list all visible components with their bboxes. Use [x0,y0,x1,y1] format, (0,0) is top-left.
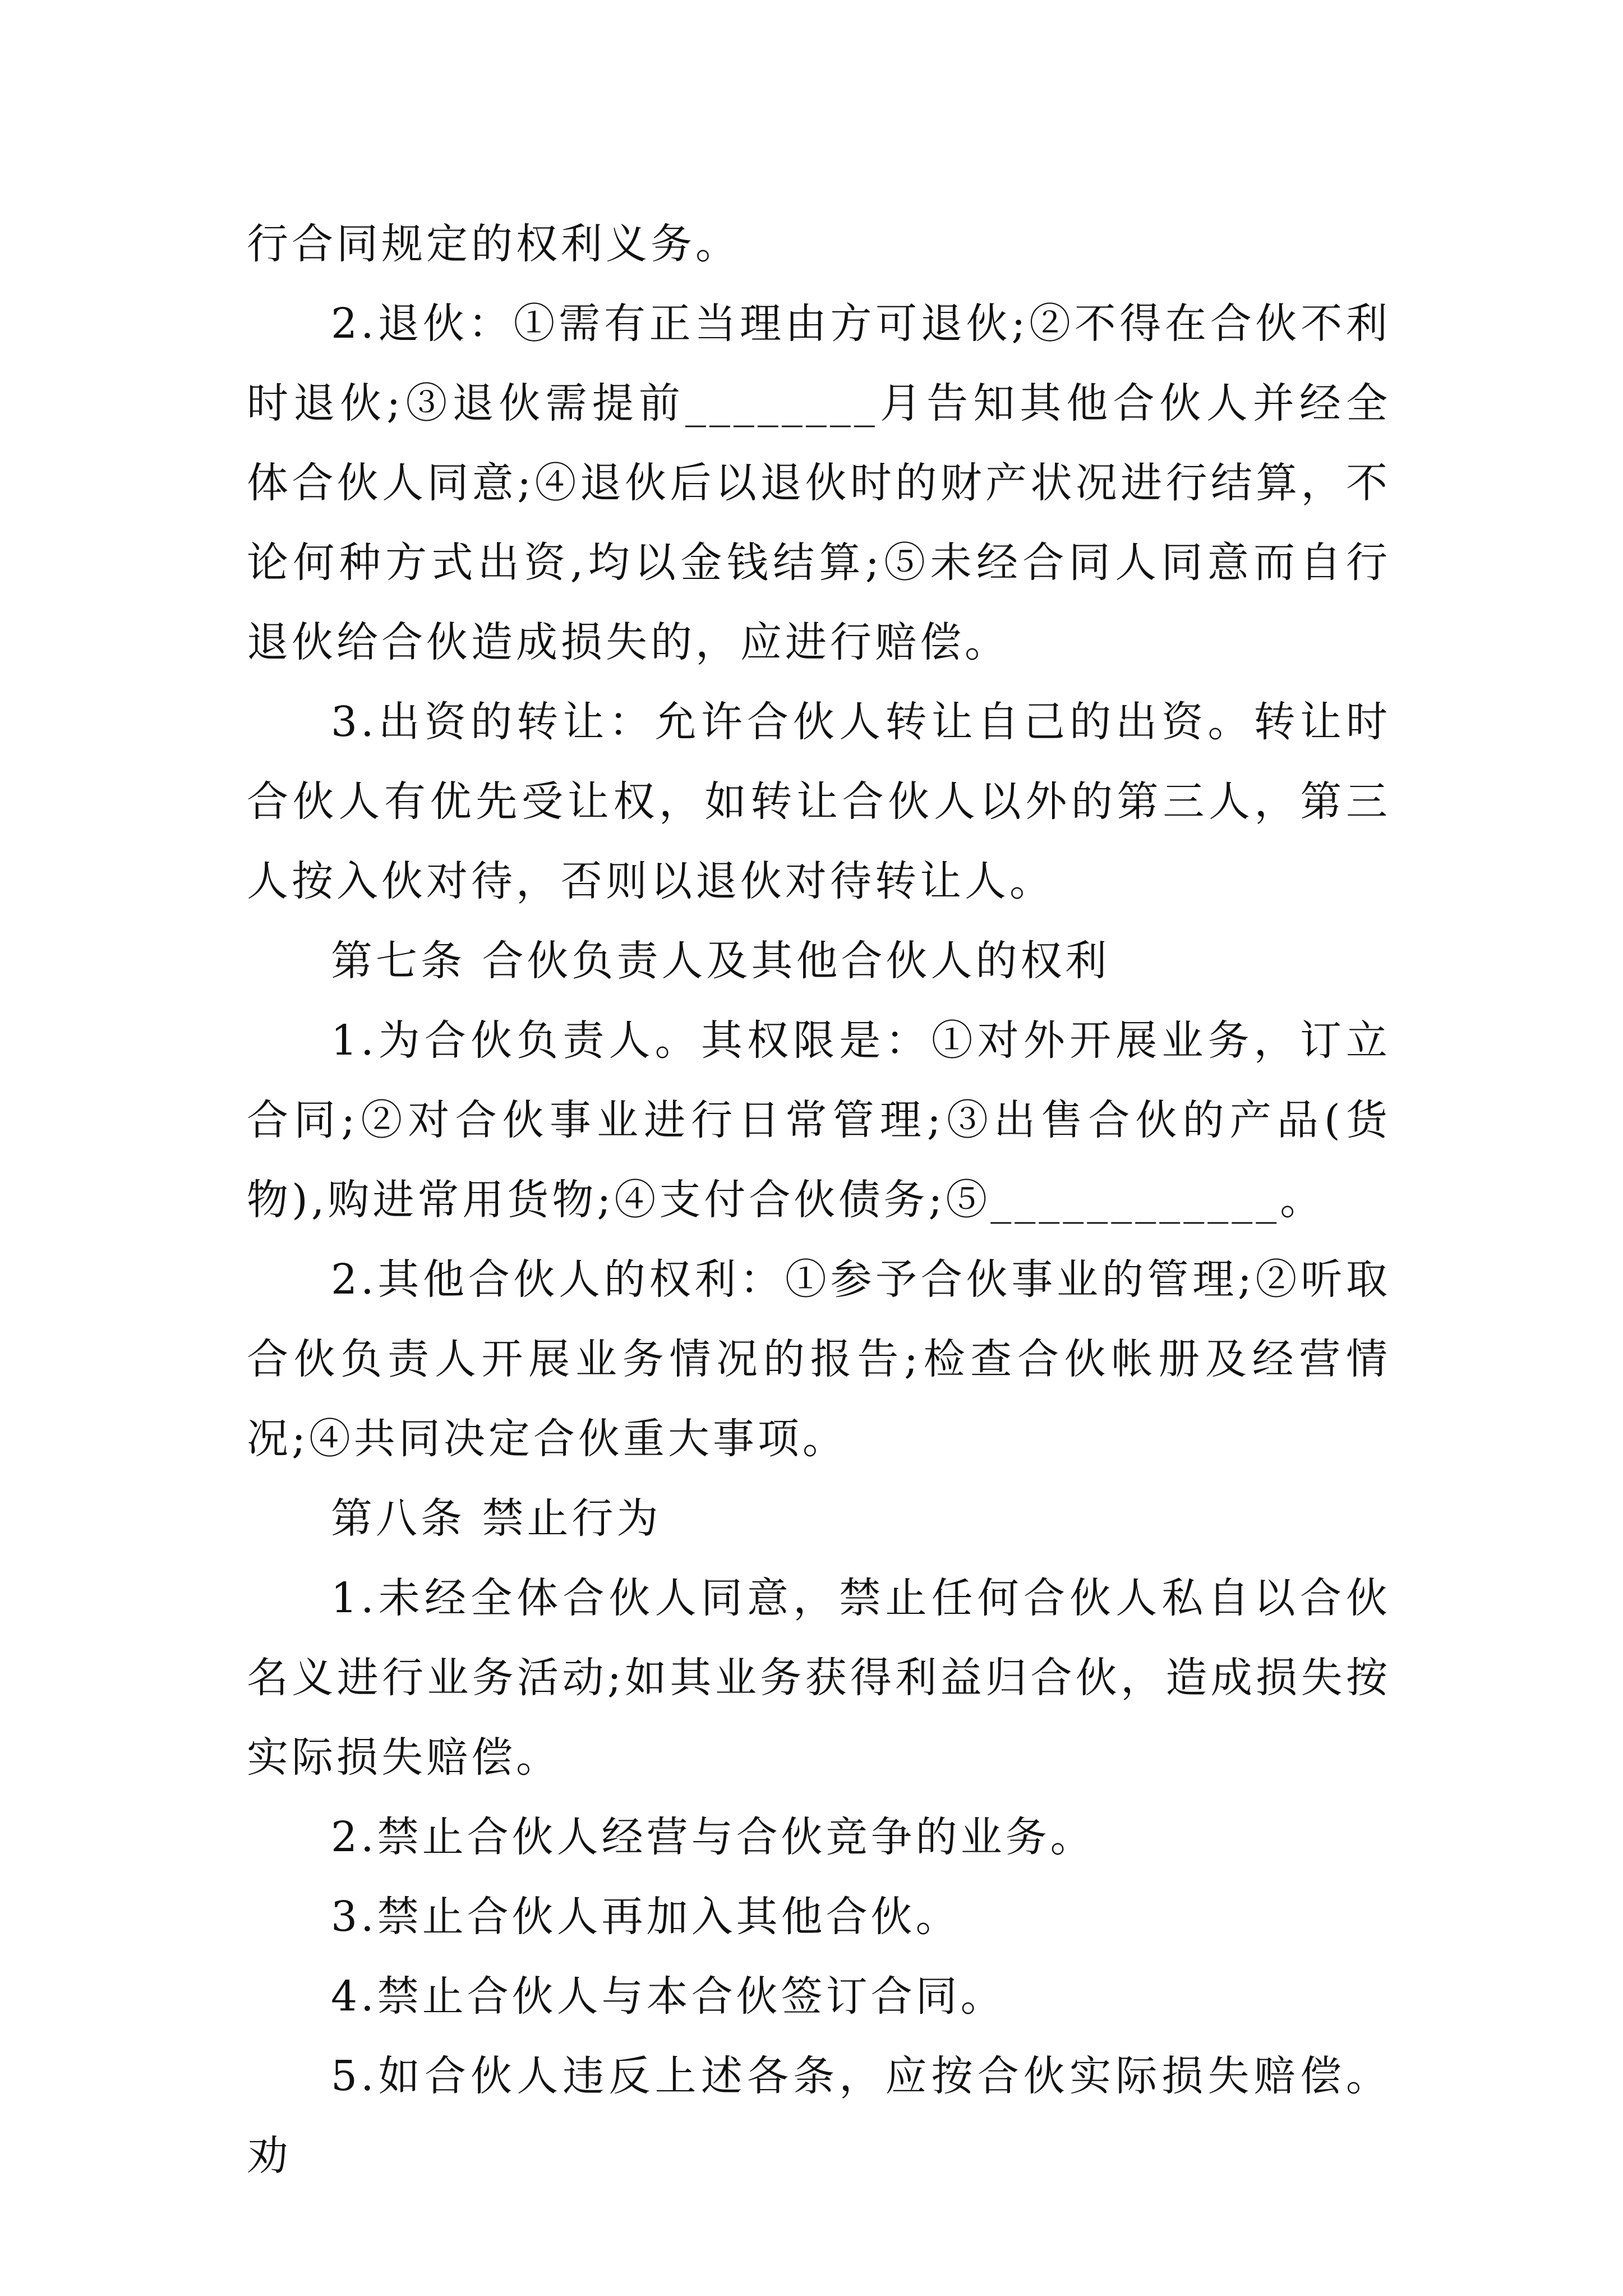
paragraph-continuation: 行合同规定的权利义务。 [247,220,740,268]
paragraph-prohibition-3: 3.禁止合伙人再加入其他合伙。 [331,1893,961,1941]
paragraph-prohibition-4: 4.禁止合伙人与本合伙签订合同。 [331,1972,1006,2021]
paragraph-responsible-partner: 1.为合伙负责人。其权限是：①对外开展业务，订立合同;②对合伙事业进行日常管理;③出售合伙的产品(货物),购进常用货物;④支付合伙债务;⑤____________。 [247,1016,1391,1224]
paragraph-transfer: 3.出资的转让：允许合伙人转让自己的出资。转让时合伙人有优先受让权，如转让合伙人以外的第三人，第三人按入伙对待，否则以退伙对待转让人。 [247,698,1391,905]
document-body [247,204,1391,2196]
paragraph-withdrawal: 2.退伙：①需有正当理由方可退伙;②不得在合伙不利时退伙;③退伙需提前________月告知其他合伙人并经全体合伙人同意;④退伙后以退伙时的财产状况进行结算，不论何种方式出资,均以金钱结算;⑤未经合同人同意而自行退伙给合伙造成损失的，应进行赔偿。 [247,300,1391,666]
paragraph-other-partners-rights: 2.其他合伙人的权利：①参予合伙事业的管理;②听取合伙负责人开展业务情况的报告;检查合伙帐册及经营情况;④共同决定合伙重大事项。 [247,1255,1391,1463]
paragraph-prohibition-1: 1.未经全体合伙人同意，禁止任何合伙人私自以合伙名义进行业务活动;如其业务获得利益归合伙，造成损失按实际损失赔偿。 [247,1574,1391,1782]
article-seven-heading: 第七条 合伙负责人及其他合伙人的权利 [331,937,1110,985]
paragraph-prohibition-5: 5.如合伙人违反上述各条，应按合伙实际损失赔偿。劝 [247,2052,1391,2180]
paragraph-prohibition-2: 2.禁止合伙人经营与合伙竞争的业务。 [331,1813,1095,1861]
article-eight-heading: 第八条 禁止行为 [331,1494,662,1543]
